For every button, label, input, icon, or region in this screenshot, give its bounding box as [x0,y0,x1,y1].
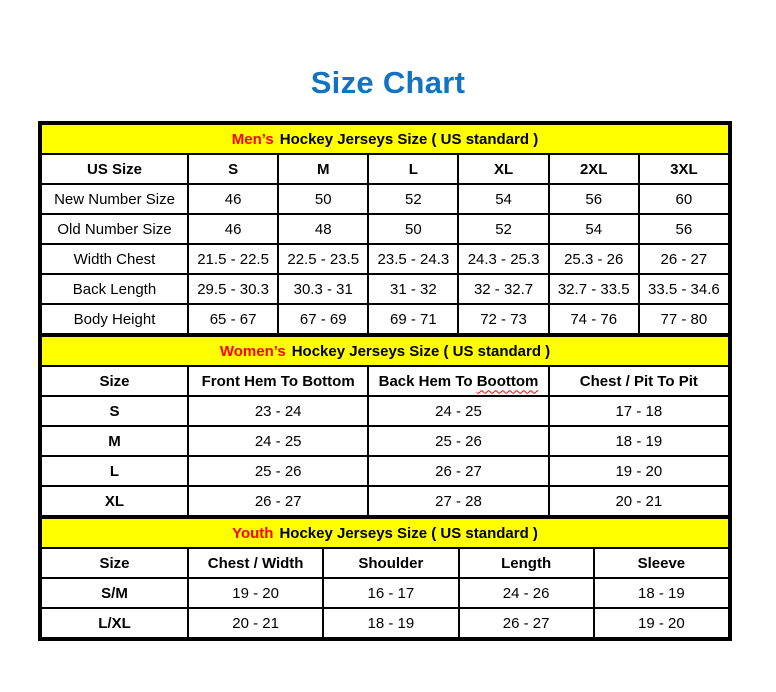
row-label: L [41,456,188,486]
size-value: 69 - 71 [368,304,458,334]
row-label: New Number Size [41,184,188,214]
row-label: S [41,396,188,426]
size-value: 26 - 27 [639,244,729,274]
column-header [368,366,548,396]
size-value: 65 - 67 [188,304,278,334]
size-value: 26 - 27 [188,486,368,516]
section-name: Youth [232,524,274,542]
table-row [41,578,729,608]
row-label: Body Height [41,304,188,334]
page-title: Size Chart [310,65,466,100]
column-header: US Size [41,154,188,184]
size-value: 21.5 - 22.5 [188,244,278,274]
column-header: XL [458,154,548,184]
size-value: 24 - 26 [459,578,594,608]
section-name: Women’s [219,342,286,360]
size-value: 32 - 32.7 [458,274,548,304]
table-row [41,486,729,516]
size-value: 25.3 - 26 [549,244,639,274]
size-value: 26 - 27 [368,456,548,486]
column-header: Size [41,548,188,578]
column-header: Length [459,548,594,578]
size-value: 29.5 - 30.3 [188,274,278,304]
section-header-mens [41,124,729,154]
column-header: S [188,154,278,184]
size-value: 27 - 28 [368,486,548,516]
size-value: 20 - 21 [549,486,729,516]
table-row [41,396,729,426]
size-value: 50 [368,214,458,244]
column-header: Chest / Width [188,548,323,578]
table-row [41,214,729,244]
size-value: 50 [278,184,368,214]
size-value: 19 - 20 [549,456,729,486]
section-subtitle: Hockey Jerseys Size ( US standard ) [291,342,551,360]
size-value: 46 [188,184,278,214]
table-row [41,456,729,486]
table-row [41,426,729,456]
table-row [41,244,729,274]
size-chart [38,121,732,641]
column-header: Chest / Pit To Pit [549,366,729,396]
row-label: L/XL [41,608,188,638]
size-value: 48 [278,214,368,244]
size-value: 22.5 - 23.5 [278,244,368,274]
size-table-mens [40,123,730,335]
size-table-womens [40,335,730,517]
column-header: M [278,154,368,184]
size-value: 25 - 26 [188,456,368,486]
size-value: 23.5 - 24.3 [368,244,458,274]
table-row [41,184,729,214]
size-value: 18 - 19 [323,608,458,638]
size-value: 33.5 - 34.6 [639,274,729,304]
size-value: 24 - 25 [188,426,368,456]
size-value: 32.7 - 33.5 [549,274,639,304]
column-header-text: Back Hem To [378,372,477,390]
row-label: M [41,426,188,456]
size-value: 56 [549,184,639,214]
size-value: 16 - 17 [323,578,458,608]
size-value: 25 - 26 [368,426,548,456]
size-value: 54 [458,184,548,214]
size-value: 54 [549,214,639,244]
size-value: 52 [368,184,458,214]
size-value: 31 - 32 [368,274,458,304]
size-value: 18 - 19 [549,426,729,456]
size-value: 52 [458,214,548,244]
row-label: XL [41,486,188,516]
table-row [41,274,729,304]
column-header: Shoulder [323,548,458,578]
size-value: 30.3 - 31 [278,274,368,304]
size-value: 67 - 69 [278,304,368,334]
column-header: L [368,154,458,184]
size-value: 19 - 20 [594,608,729,638]
size-value: 20 - 21 [188,608,323,638]
size-value: 77 - 80 [639,304,729,334]
size-value: 74 - 76 [549,304,639,334]
section-subtitle: Hockey Jerseys Size ( US standard ) [279,130,539,148]
row-label: Back Length [41,274,188,304]
size-value: 19 - 20 [188,578,323,608]
column-header: Size [41,366,188,396]
size-value: 18 - 19 [594,578,729,608]
section-header-womens [41,336,729,366]
row-label: Width Chest [41,244,188,274]
section-subtitle: Hockey Jerseys Size ( US standard ) [279,524,538,542]
misspelled-word: Boottom [476,372,539,390]
column-header: 3XL [639,154,729,184]
size-value: 56 [639,214,729,244]
row-label: S/M [41,578,188,608]
size-value: 17 - 18 [549,396,729,426]
row-label: Old Number Size [41,214,188,244]
size-value: 60 [639,184,729,214]
section-header-youth [41,518,729,548]
size-value: 24 - 25 [368,396,548,426]
column-header: Sleeve [594,548,729,578]
size-value: 46 [188,214,278,244]
column-header: 2XL [549,154,639,184]
column-header: Front Hem To Bottom [188,366,368,396]
size-table-youth [40,517,730,639]
table-row [41,608,729,638]
size-value: 26 - 27 [459,608,594,638]
size-value: 72 - 73 [458,304,548,334]
section-name: Men’s [231,130,274,148]
size-value: 23 - 24 [188,396,368,426]
size-value: 24.3 - 25.3 [458,244,548,274]
table-row [41,304,729,334]
